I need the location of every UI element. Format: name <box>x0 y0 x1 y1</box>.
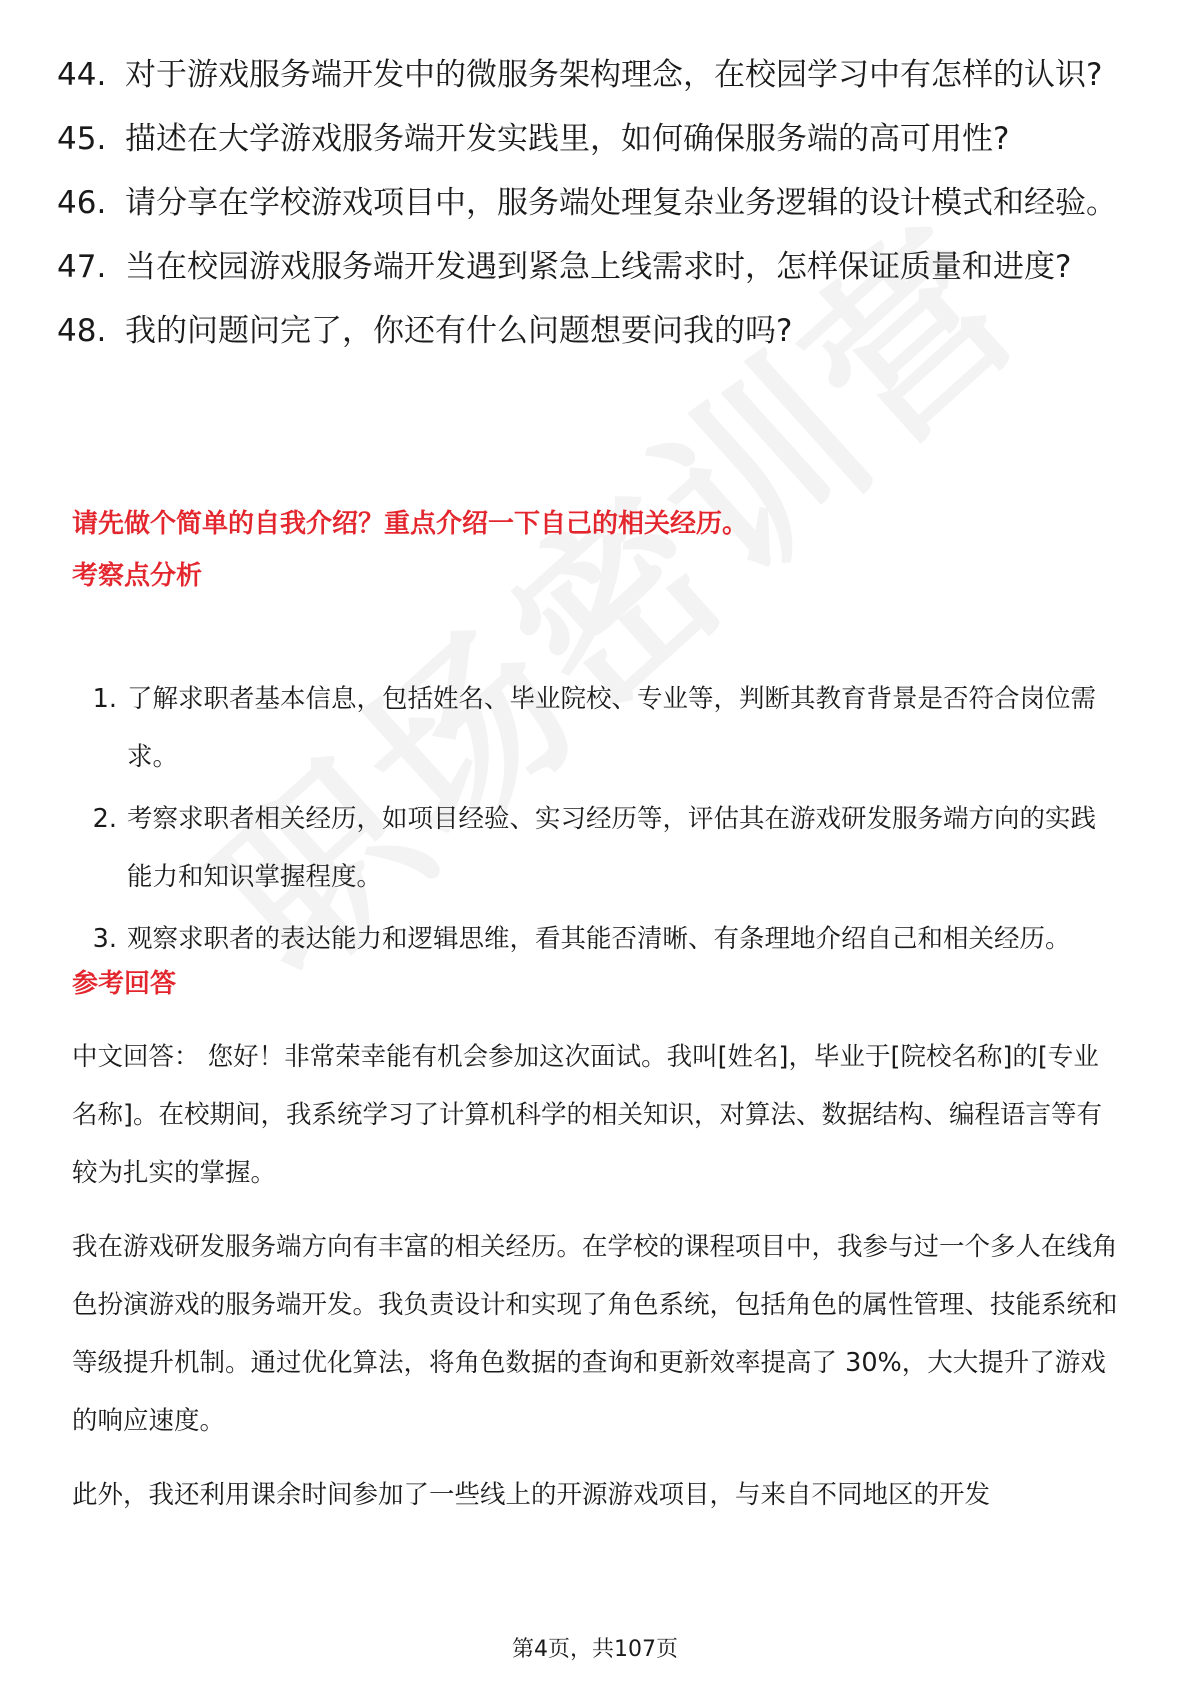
list-item <box>57 244 1137 290</box>
page-footer: 第4页，共107页 <box>512 1637 678 1662</box>
question-number: 45. <box>57 121 107 157</box>
list-item <box>72 910 1122 968</box>
point-number: 1. <box>92 684 117 714</box>
answer-paragraph: 我在游戏研发服务端方向有丰富的相关经历。在学校的课程项目中，我参与过一个多人在线角色扮演游戏的服务端开发。我负责设计和实现了角色系统，包括角色的属性管理、技能系统和等级提升机制。通过优化算法，将角色数据的查询和更新效率提高了 30%，大大提升了游戏的响应速度。 <box>72 1232 1118 1436</box>
question-text: 描述在大学游戏服务端开发实践里，如何确保服务端的高可用性? <box>125 121 1010 157</box>
question-text: 对于游戏服务端开发中的微服务架构理念，在校园学习中有怎样的认识? <box>125 57 1103 93</box>
point-number: 3. <box>92 924 117 954</box>
question-number: 46. <box>57 185 107 221</box>
section-question-heading: 请先做个简单的自我介绍？重点介绍一下自己的相关经历。 <box>72 509 749 539</box>
answer-paragraph: 中文回答： 您好！非常荣幸能有机会参加这次面试。我叫[姓名]，毕业于[院校名称]的[专业名称]。在校期间，我系统学习了计算机科学的相关知识，对算法、数据结构、编程语言等有较为扎实的掌握。 <box>72 1042 1102 1188</box>
question-text: 我的问题问完了，你还有什么问题想要问我的吗? <box>125 313 793 349</box>
list-item <box>57 180 1137 226</box>
reference-heading: 参考回答 <box>72 969 177 999</box>
list-item <box>57 116 1137 162</box>
answer-paragraph: 此外，我还利用课余时间参加了一些线上的开源游戏项目，与来自不同地区的开发 <box>72 1480 991 1510</box>
list-item <box>72 790 1122 906</box>
point-number: 2. <box>92 804 117 834</box>
question-text: 当在校园游戏服务端开发遇到紧急上线需求时，怎样保证质量和进度? <box>125 249 1072 285</box>
list-item <box>72 670 1122 786</box>
point-text: 考察求职者相关经历，如项目经验、实习经历等，评估其在游戏研发服务端方向的实践能力和知识掌握程度。 <box>127 804 1097 892</box>
question-text: 请分享在学校游戏项目中，服务端处理复杂业务逻辑的设计模式和经验。 <box>125 185 1117 221</box>
point-text: 观察求职者的表达能力和逻辑思维，看其能否清晰、有条理地介绍自己和相关经历。 <box>127 924 1071 954</box>
list-item <box>57 52 1137 98</box>
question-number: 44. <box>57 57 107 93</box>
question-list <box>57 52 1137 372</box>
question-number: 48. <box>57 313 107 349</box>
analysis-heading: 考察点分析 <box>72 561 203 591</box>
question-number: 47. <box>57 249 107 285</box>
analysis-point-list <box>72 670 1122 972</box>
point-text: 了解求职者基本信息，包括姓名、毕业院校、专业等，判断其教育背景是否符合岗位需求。 <box>127 684 1097 772</box>
list-item <box>57 308 1137 354</box>
